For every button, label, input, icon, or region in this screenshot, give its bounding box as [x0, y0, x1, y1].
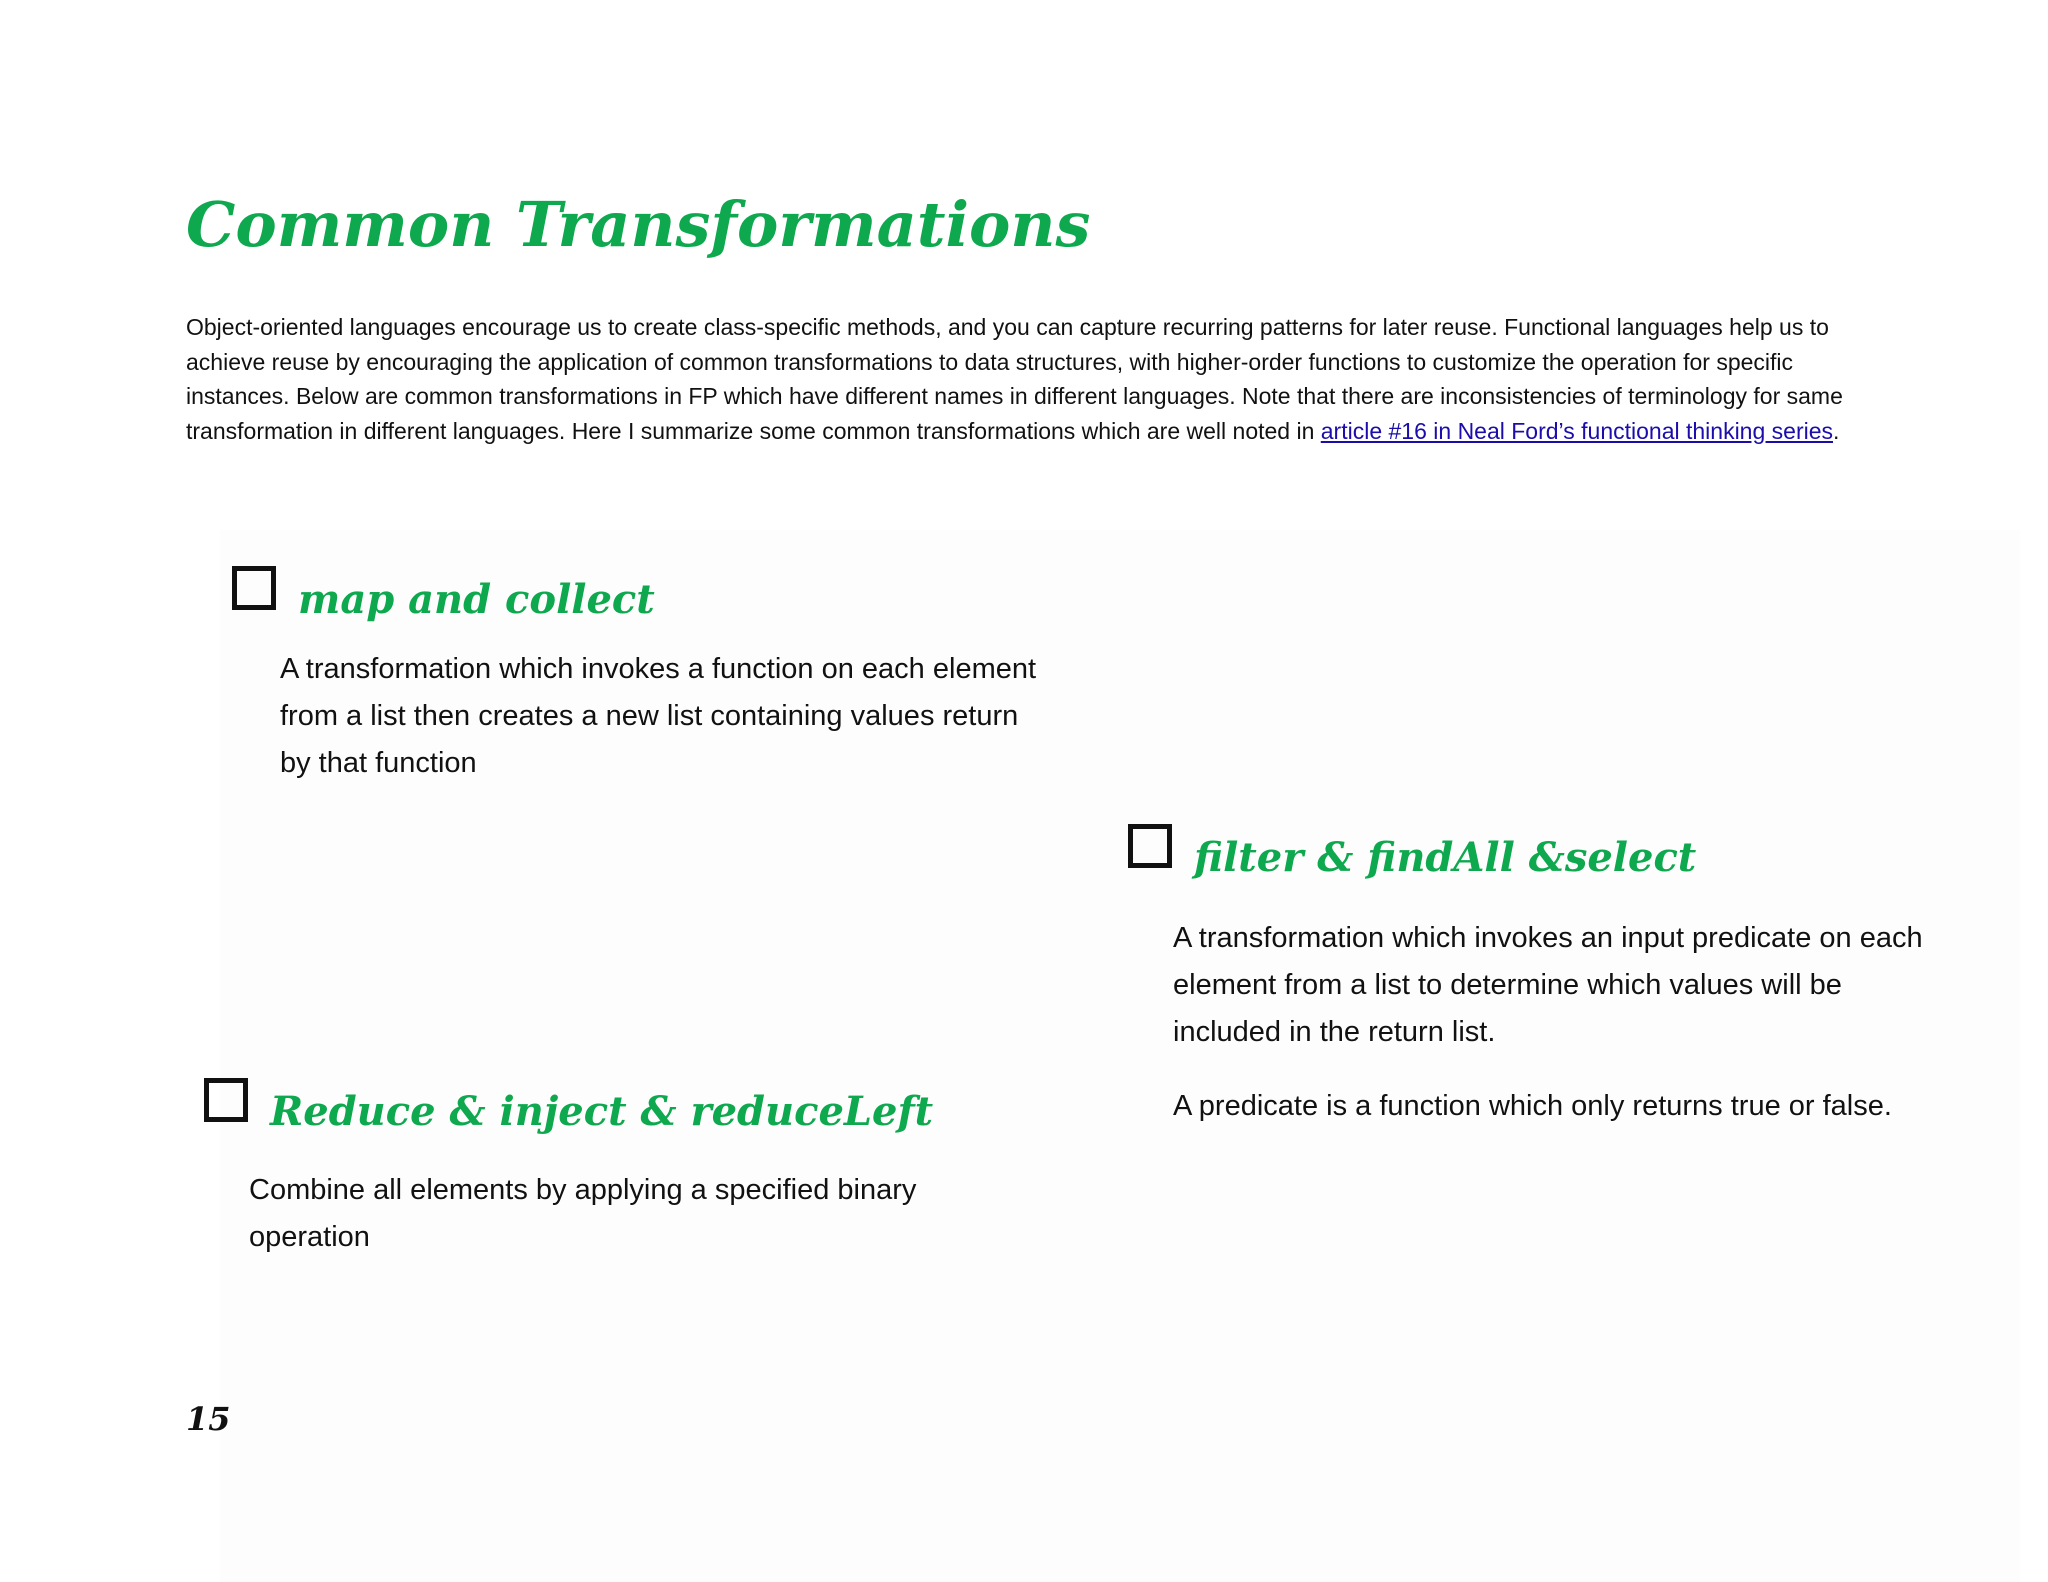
filter-description: A transformation which invokes an input predicate on each element from a list to determine which values will be included in the return list. — [1173, 922, 1923, 1048]
reduce-checkbox[interactable] — [204, 1078, 248, 1122]
reduce-section-title: Reduce & inject & reduceLeft — [270, 1088, 934, 1135]
intro-paragraph — [186, 310, 1866, 448]
map-checkbox[interactable] — [232, 566, 276, 610]
map-section-title: map and collect — [298, 576, 655, 623]
reduce-description: Combine all elements by applying a specified binary operation — [249, 1174, 917, 1253]
map-section-heading — [232, 566, 655, 623]
reduce-section-heading — [204, 1078, 934, 1135]
article-link[interactable]: article #16 in Neal Ford’s functional thinking series — [1320, 417, 1833, 444]
filter-section-title: filter & findAll &select — [1194, 834, 1697, 881]
filter-checkbox[interactable] — [1128, 824, 1172, 868]
intro-end: . — [1833, 417, 1840, 444]
intro-text: Object-oriented languages encourage us to create class-specific methods, and you can capture recurring patterns for later reuse. Functional languages help us to achieve reuse by encouraging the application of common transformations to data structures, with higher-order functions to customize the operation for specific instances. Below are common transformations in FP which have different names in different languages. Note that there are inconsistencies of terminology for same transformation in different languages. Here I summarize some common transformations which are well noted in — [186, 314, 1843, 444]
page-number: 15 — [186, 1400, 231, 1438]
map-description: A transformation which invokes a function on each element from a list then creates a new list containing values return by that function — [280, 653, 1037, 779]
page-title: Common Transformations — [186, 188, 1091, 261]
filter-section-heading — [1128, 824, 1697, 881]
predicate-description: A predicate is a function which only returns true or false. — [1173, 1090, 1892, 1122]
